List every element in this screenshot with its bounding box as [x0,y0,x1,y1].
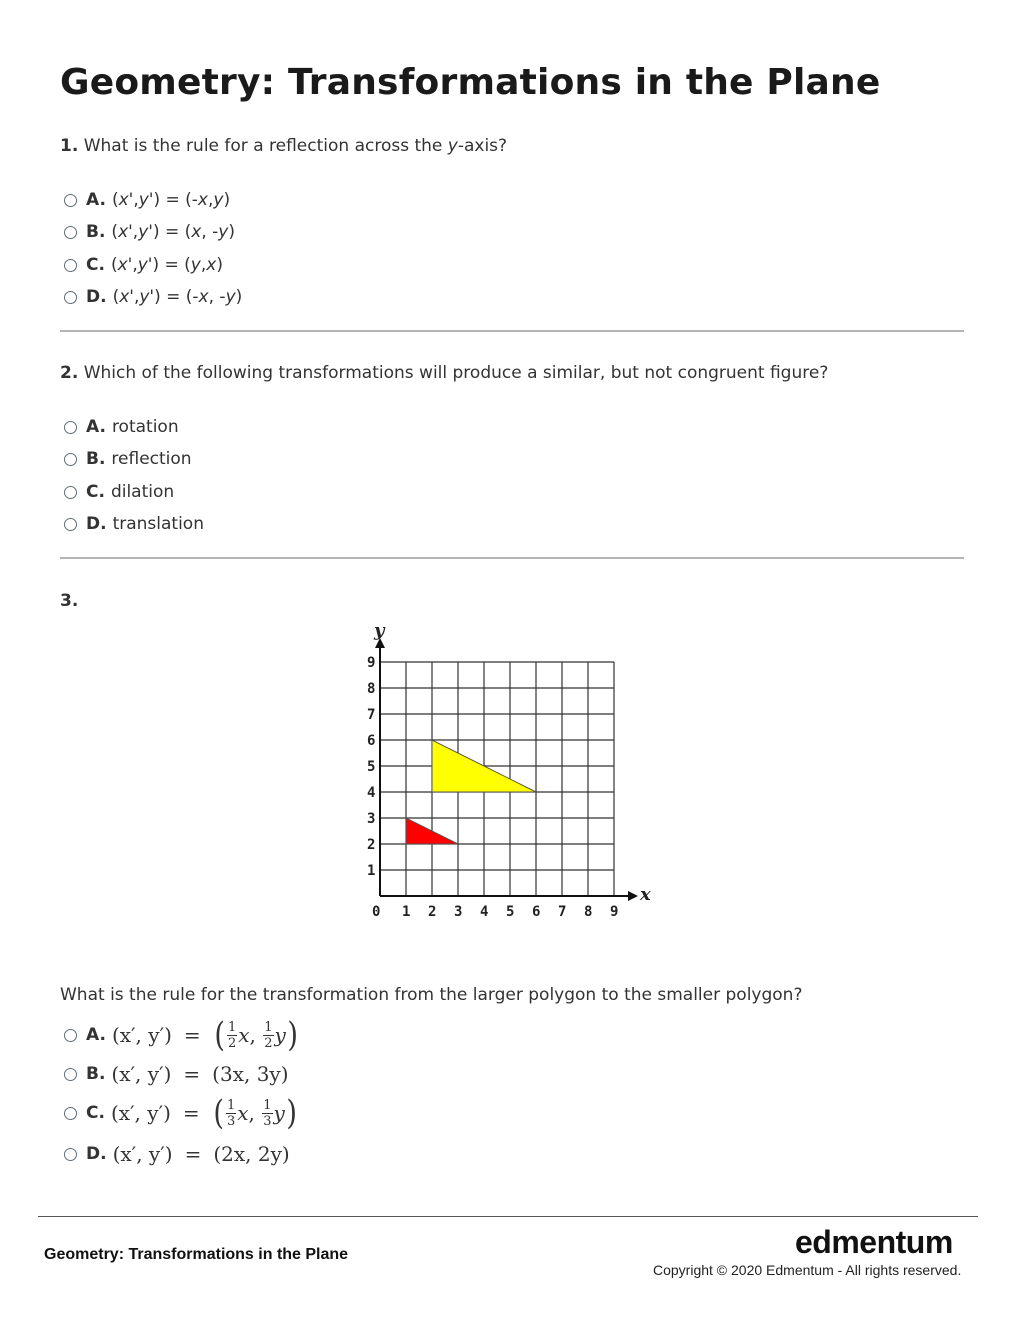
x-tick-label: 2 [428,904,437,920]
fraction-denominator: 2 [227,1035,237,1051]
math-equals: = [183,1062,201,1086]
q1-option-d[interactable] [64,285,242,309]
x-tick-label: 4 [480,904,489,920]
expr-part: ) [216,255,223,275]
fraction-numerator: 1 [263,1097,272,1113]
option-letter: B. [86,222,106,242]
y-tick-label: 7 [367,707,376,723]
expr-var: x' [119,287,134,307]
question-divider [60,330,964,332]
math-var: x [237,1101,249,1125]
paren-right: ) [287,1015,298,1055]
question-2-number: 2. [60,363,79,383]
expr-var: x [191,222,202,242]
expr-var: x' [117,255,133,275]
x-tick-label: 9 [610,904,619,920]
option-letter: A. [86,190,106,210]
radio-button[interactable] [64,226,77,239]
math-rhs: (3x, 3y) [212,1062,289,1086]
fraction-denominator: 3 [226,1113,236,1129]
q1-option-a[interactable] [64,188,230,212]
question-1-text-var: y [447,136,458,156]
radio-button[interactable] [64,1068,77,1081]
expr-part: ) = ( [152,255,191,275]
radio-button[interactable] [64,1148,77,1161]
expr-part: , [132,255,138,275]
expr-var: y [213,190,224,210]
question-3-text: What is the rule for the transformation from the larger polygon to the smaller polygon? [60,985,803,1005]
option-label: rotation [111,417,179,437]
y-tick-label: 4 [367,785,376,801]
x-tick-label: 0 [372,904,381,920]
x-tick-label: 6 [532,904,541,920]
expr-var: y' [138,222,153,242]
y-tick-label: 5 [367,759,376,775]
question-1-text [60,136,507,156]
fraction [262,1099,272,1128]
x-tick-label: 8 [584,904,593,920]
option-letter: D. [86,287,107,307]
expr-part: , [133,287,140,307]
radio-button[interactable] [64,259,77,272]
x-axis-label: x [640,884,651,905]
edmentum-logo: edmentum [795,1224,953,1260]
expr-part: ( [111,222,119,242]
option-letter: C. [86,255,105,275]
expr-part: ) = (- [153,190,198,210]
expr-var: y [225,287,236,307]
fraction-numerator: 1 [264,1019,273,1035]
copyright-text: Copyright © 2020 Edmentum - All rights reserved. [653,1262,962,1278]
q3-option-d[interactable] [64,1140,290,1168]
y-tick-label: 6 [367,733,376,749]
y-axis-label: y [374,620,385,641]
expr-var: x' [118,190,134,210]
expr-part: ) = (- [154,287,199,307]
expr-var: y' [139,287,155,307]
math-lhs: (x′, y′) [110,1101,171,1125]
math-expression [111,1062,288,1086]
coordinate-grid [355,620,665,937]
option-letter: A. [86,417,106,437]
fraction-numerator: 1 [227,1019,237,1035]
fraction [226,1099,236,1128]
math-rhs: (2x, 2y) [213,1142,290,1166]
radio-button[interactable] [64,1107,77,1120]
expr-part: , [200,255,207,275]
fraction-denominator: 3 [263,1113,272,1129]
question-2-body: Which of the following transformations will produce a similar, but not congruent figure? [83,363,829,383]
x-tick-label: 5 [506,904,515,920]
page-title: Geometry: Transformations in the Plane [60,62,881,103]
x-tick-label: 7 [558,904,567,920]
expr-part: ( [110,255,118,275]
y-tick-label: 3 [367,811,376,827]
expr-var: x [198,287,209,307]
fraction-denominator: 2 [264,1035,273,1051]
math-var: y [273,1101,285,1125]
expr-var: x [197,190,208,210]
expr-part: ) [223,190,231,210]
y-tick-label: 8 [367,681,376,697]
math-equals: = [183,1023,201,1047]
radio-button[interactable] [64,518,77,531]
expr-part: , [207,190,214,210]
y-tick-label: 1 [367,863,376,879]
math-lhs: (x′, y′) [111,1023,172,1047]
fraction-numerator: 1 [226,1097,236,1113]
option-letter: B. [86,449,106,469]
expr-var: x [206,255,217,275]
expr-part: ) = ( [152,222,192,242]
radio-button[interactable] [64,194,77,207]
expr-part: , - [201,222,219,242]
question-2-text [60,363,828,383]
option-label: dilation [110,482,175,502]
expr-part: ) [228,222,235,242]
expr-part: ) [235,287,243,307]
q2-option-b[interactable] [64,447,192,471]
question-divider [60,557,964,559]
q3-option-c[interactable] [64,1093,298,1133]
paren-right: ) [286,1093,297,1133]
option-label: reflection [111,449,192,469]
expr-part: , [133,190,139,210]
expr-var: y [218,222,229,242]
question-1-number: 1. [60,136,79,156]
radio-button[interactable] [64,486,77,499]
math-expression [113,1142,290,1166]
question-3-number: 3. [60,591,79,611]
footer-divider [38,1216,978,1217]
option-label: translation [112,514,204,534]
radio-button[interactable] [64,1029,77,1042]
expr-var: y' [138,190,154,210]
x-tick-label: 1 [402,904,411,920]
math-equals: = [182,1101,200,1125]
q1-option-b[interactable] [64,220,235,244]
math-expression: (x′, y′) = ( $\frac{1}{3}$ x , $\frac{1}{3}$ y ) [110,1093,297,1133]
option-letter: C. [86,482,105,502]
expr-var: y [190,255,201,275]
expr-part: , [132,222,139,242]
q3-option-b[interactable] [64,1060,289,1088]
q1-option-c[interactable] [64,253,223,277]
option-letter: B. [86,1064,106,1084]
question-1-text-before: What is the rule for a reflection across the [83,136,448,156]
y-tick-label: 2 [367,837,376,853]
question-1-text-after: -axis? [457,136,508,156]
y-tick-label: 9 [367,655,376,671]
q2-option-d[interactable] [64,512,204,536]
footer-title: Geometry: Transformations in the Plane [44,1246,349,1263]
option-letter: D. [86,514,107,534]
math-expression: (x′, y′) = ( $\frac{1}{2}$ x , $\frac{1}{2}$ y ) [111,1015,298,1055]
q3-option-a[interactable] [64,1015,299,1055]
question-3-number-line [60,591,78,611]
expr-part: , - [208,287,226,307]
math-lhs: (x′, y′) [112,1142,173,1166]
fraction [263,1021,273,1050]
q2-option-c[interactable] [64,480,174,504]
radio-button[interactable] [64,421,77,434]
option-letter: C. [86,1103,105,1123]
math-var: y [274,1023,286,1047]
option-letter: D. [86,1144,107,1164]
x-tick-label: 3 [454,904,463,920]
math-lhs: (x′, y′) [111,1062,172,1086]
fraction [227,1021,237,1050]
radio-button[interactable] [64,291,77,304]
expr-var: x' [118,222,133,242]
q2-option-a[interactable] [64,415,179,439]
option-letter: A. [86,1025,106,1045]
paren-left: ( [213,1093,224,1133]
math-equals: = [184,1142,202,1166]
paren-left: ( [214,1015,225,1055]
math-var: x [238,1023,250,1047]
expr-var: y' [137,255,153,275]
expr-part: ( [112,287,120,307]
expr-part: ( [111,190,119,210]
x-axis-arrow [628,891,638,901]
radio-button[interactable] [64,453,77,466]
